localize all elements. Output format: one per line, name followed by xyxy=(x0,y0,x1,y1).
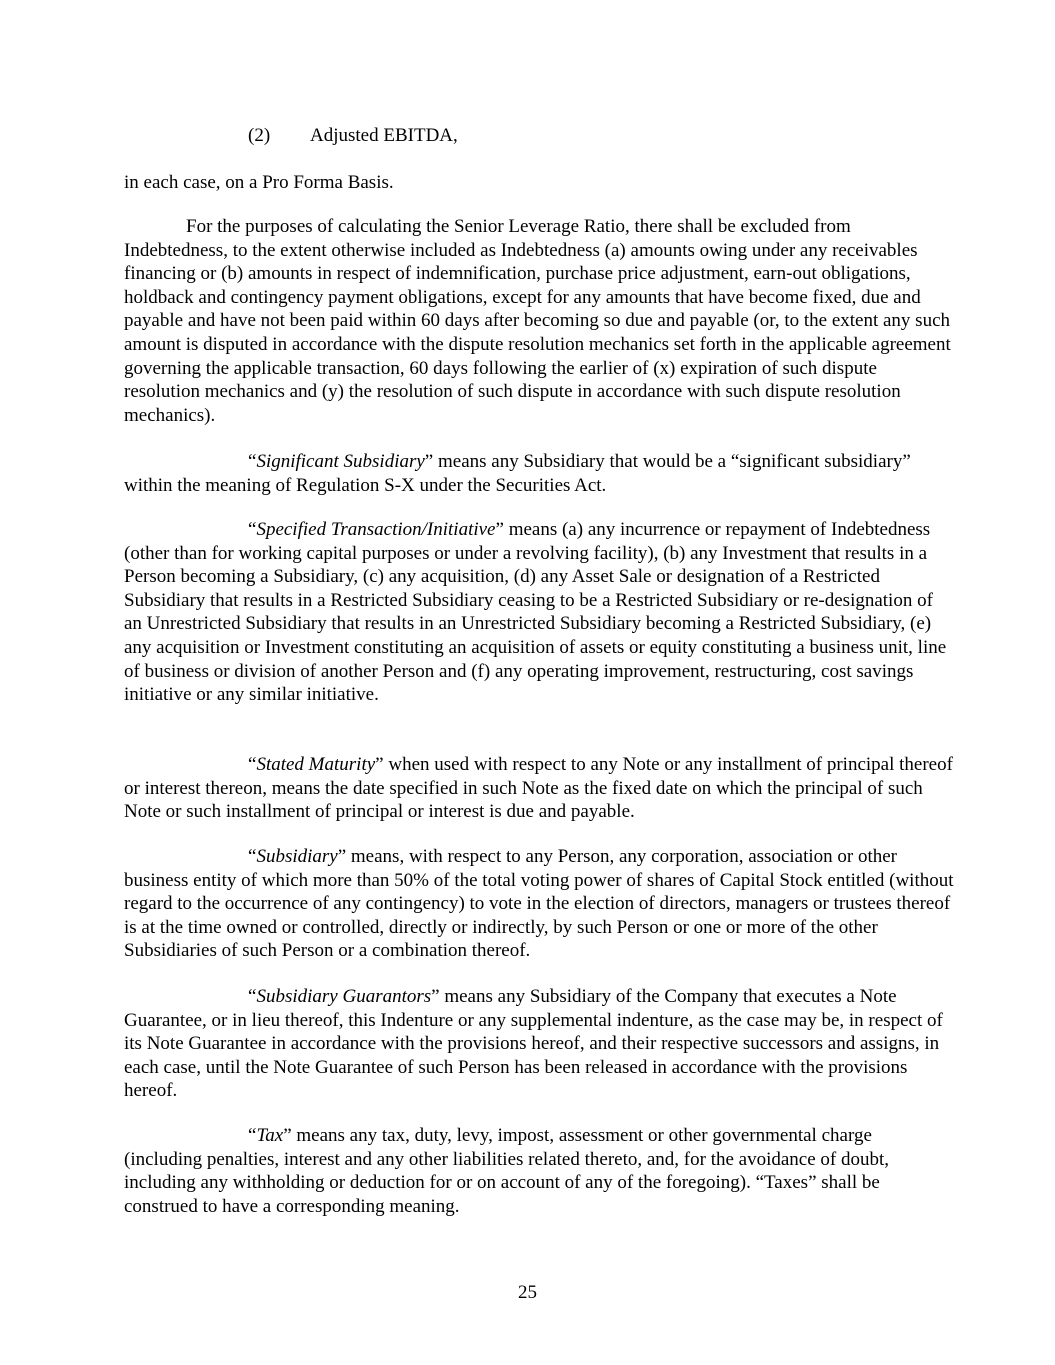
definition-body: means any Subsidiary of the Company that executes a Note Guarantee, or in lieu thereof, this Indenture or any supplemental indenture, as the case may be, in respect of its Note Guarantee in accordance with the provisions hereof, and their respective successors and assigns, in each case, until the Note Guarantee of such Person has been released in accordance with the provisions hereof. xyxy=(124,986,943,1102)
definition-significant-subsidiary xyxy=(124,450,954,497)
definition-term: Tax xyxy=(256,1125,284,1146)
quote-close: ” xyxy=(495,519,504,540)
definition-body: means, with respect to any Person, any corporation, association or other business entity of which more than 50% of the total voting power of shares of Capital Stock entitled (without regard to the occurrence of any contingency) to vote in the election of directors, managers or trustees thereof is at the time owned or controlled, directly or indirectly, by such Person or one or more of the other Subsidiaries of such Person or a combination thereof. xyxy=(124,846,954,962)
list-item-2 xyxy=(248,124,458,148)
quote-close: ” xyxy=(337,846,347,867)
quote-open: “ xyxy=(248,519,257,540)
quote-close: ” xyxy=(424,451,434,472)
definition-body: means (a) any incurrence or repayment of Indebtedness (other than for working capital purposes or under a revolving facility), (b) any Investment that results in a Person becoming a Subsidiary, (c) any acquisition, (d) any Asset Sale or designation of a Restricted Subsidiary that results in a Restricted Subsidiary ceasing to be a Restricted Subsidiary or re-designation of an Unrestricted Subsidiary that results in an Unrestricted Subsidiary becoming a Restricted Subsidiary, (e) any acquisition or Investment constituting an acquisition of assets or equity constituting a business unit, line of business or division of another Person and (f) any operating improvement, restructuring, cost savings initiative or any similar initiative. xyxy=(124,519,947,706)
definition-specified-transaction xyxy=(124,518,954,707)
page-number: 25 xyxy=(518,1282,537,1303)
definition-tax xyxy=(124,1124,954,1218)
quote-close: ” xyxy=(375,754,384,775)
list-item-number: (2) xyxy=(248,125,271,146)
definition-body: means any Subsidiary that would be a “significant subsidiary” within the meaning of Regulation S-X under the Securities Act. xyxy=(124,451,911,496)
definition-term: Subsidiary Guarantors xyxy=(256,986,432,1007)
senior-leverage-text: For the purposes of calculating the Senior Leverage Ratio, there shall be excluded from Indebtedness, to the extent otherwise included as Indebtedness (a) amounts owing under any receivables financing or (b) amounts in respect of indemnification, purchase price adjustment, earn-out obligations, holdback and contingency payment obligations, except for any amounts that have become fixed, due and payable and have not been paid within 60 days after becoming so due and payable (or, to the extent any such amount is disputed in accordance with the dispute resolution mechanics set forth in the applicable agreement governing the applicable transaction, 60 days following the earlier of (x) expiration of such dispute resolution mechanics and (y) the resolution of such dispute in accordance with such dispute resolution mechanics). xyxy=(124,216,951,426)
definition-subsidiary xyxy=(124,845,954,963)
definition-term: Significant Subsidiary xyxy=(256,451,425,472)
definition-body: when used with respect to any Note or any installment of principal thereof or interest thereon, means the date specified in such Note as the fixed date on which the principal of such Note or such installment of principal or interest is due and payable. xyxy=(124,754,953,823)
quote-open: “ xyxy=(248,754,257,775)
quote-open: “ xyxy=(248,451,257,472)
definition-term: Specified Transaction/Initiative xyxy=(256,519,496,540)
quote-open: “ xyxy=(248,1125,257,1146)
definition-body: means any tax, duty, levy, impost, assessment or other governmental charge (including penalties, interest and any other liabilities related thereto, and, for the avoidance of doubt, including any withholding or deduction for or on account of any of the foregoing). “Taxes” shall be construed to have a corresponding meaning. xyxy=(124,1125,890,1217)
definition-term: Subsidiary xyxy=(256,846,338,867)
list-item-text: Adjusted EBITDA, xyxy=(310,125,458,146)
definition-subsidiary-guarantors xyxy=(124,985,954,1103)
intro-line: in each case, on a Pro Forma Basis. xyxy=(124,172,394,193)
definition-term: Stated Maturity xyxy=(256,754,376,775)
quote-open: “ xyxy=(248,846,257,867)
quote-close: ” xyxy=(431,986,440,1007)
definition-stated-maturity xyxy=(124,753,954,824)
quote-open: “ xyxy=(248,986,257,1007)
quote-close: ” xyxy=(283,1125,292,1146)
senior-leverage-paragraph xyxy=(124,215,954,427)
